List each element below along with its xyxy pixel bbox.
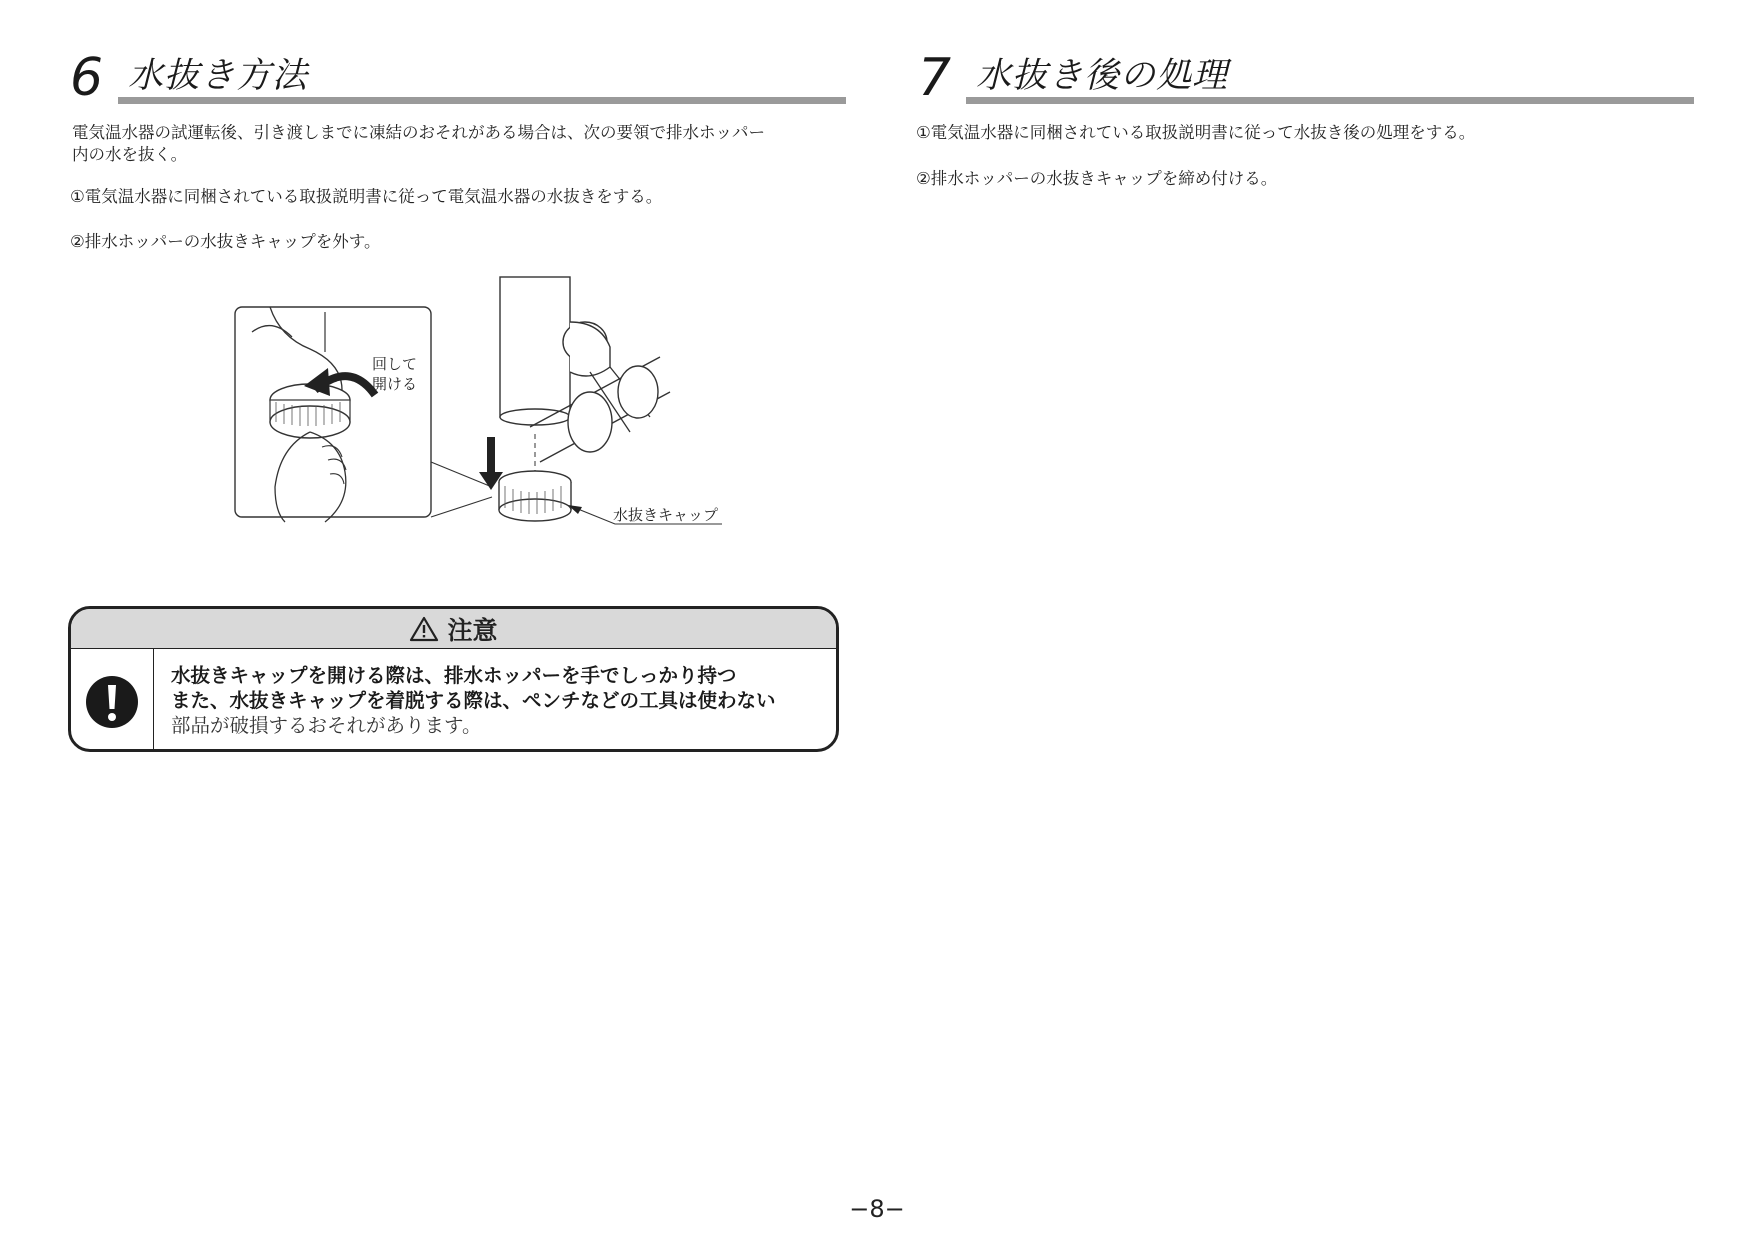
section-6-intro <box>72 122 852 166</box>
hand-turning-cap-inset <box>235 307 431 522</box>
drain-hopper-drawing <box>500 277 670 477</box>
caution-line1: 水抜きキャップを開ける際は、排水ホッパーを手でしっかり持つ <box>171 664 737 687</box>
exclamation-circle-icon <box>84 674 140 730</box>
inset-label-line1: 回して <box>372 355 418 373</box>
section-6-header <box>70 48 846 108</box>
caution-icon-cell <box>71 649 154 752</box>
caution-text <box>171 663 831 738</box>
caution-line2: また、水抜きキャップを着脱する際は、ペンチなどの工具は使わない <box>171 689 776 712</box>
drain-cap-removal-illustration <box>230 272 730 542</box>
caution-box <box>68 606 839 752</box>
section-6-step1: ①電気温水器に同梱されている取扱説明書に従って電気温水器の水抜きをする。 <box>70 187 663 206</box>
section-7-step1: ①電気温水器に同梱されている取扱説明書に従って水抜き後の処理をする。 <box>916 123 1476 142</box>
caution-title: 注意 <box>447 616 498 645</box>
caution-title-row <box>71 609 836 649</box>
cap-label: 水抜きキャップ <box>613 506 719 524</box>
page-number: −8− <box>849 1195 905 1223</box>
section-6-number: 6 <box>70 48 104 108</box>
drain-cap-drawing <box>499 471 571 521</box>
section-7-number: 7 <box>918 48 952 108</box>
section-7-step2: ②排水ホッパーの水抜きキャップを締め付ける。 <box>916 169 1278 188</box>
caution-line3: 部品が破損するおそれがあります。 <box>171 714 482 737</box>
section-6-intro-line2: 内の水を抜く。 <box>72 145 188 164</box>
section-7-rule <box>966 97 1694 104</box>
inset-label-line2: 開ける <box>372 375 418 393</box>
section-7-title: 水抜き後の処理 <box>976 56 1229 96</box>
section-7-header <box>918 48 1694 108</box>
section-6-step2: ②排水ホッパーの水抜きキャップを外す。 <box>70 232 381 251</box>
warning-triangle-icon <box>409 616 439 642</box>
section-6-title: 水抜き方法 <box>128 56 309 96</box>
section-6-rule <box>118 97 846 104</box>
section-6-intro-line1: 電気温水器の試運転後、引き渡しまでに凍結のおそれがある場合は、次の要領で排水ホッパー <box>72 123 765 142</box>
